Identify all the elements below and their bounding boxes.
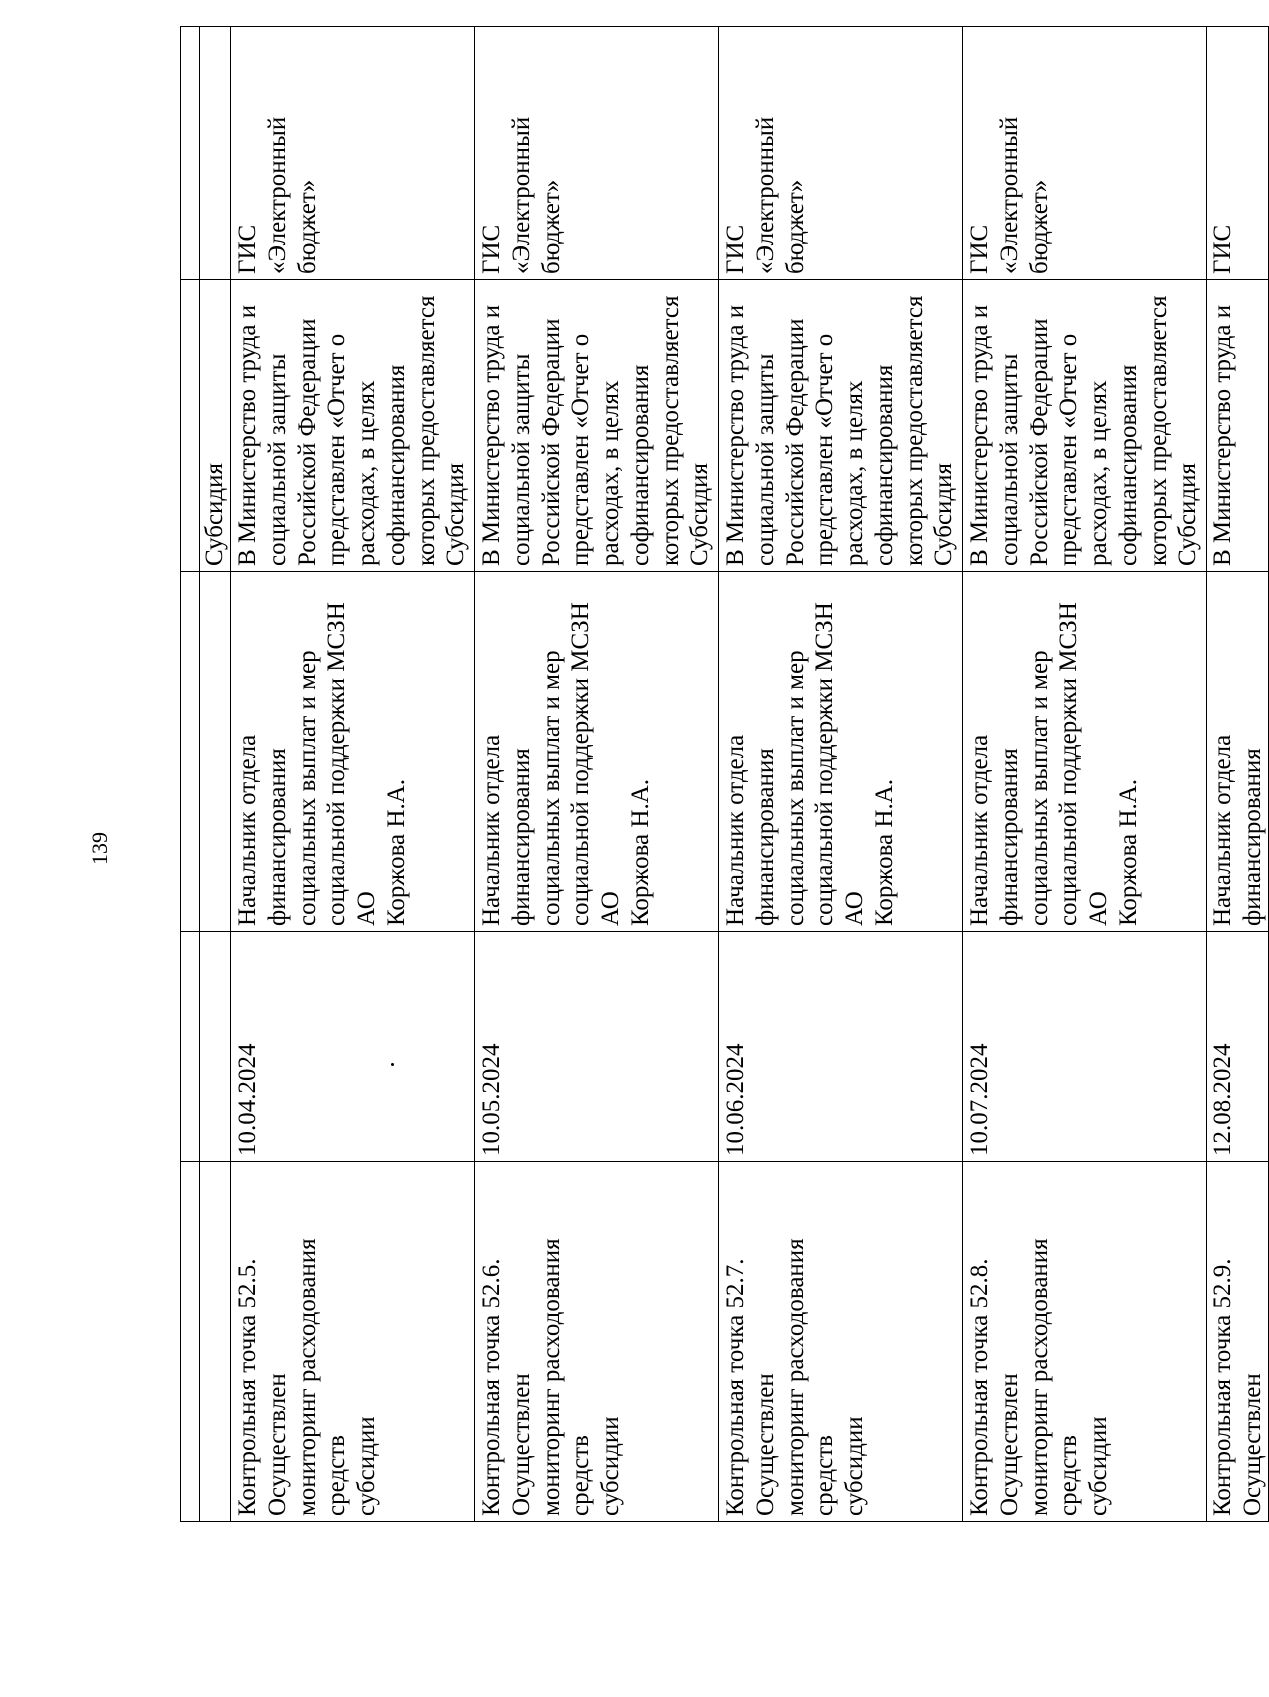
responsible-cell: [1207, 572, 1269, 932]
checkpoint-cell: [963, 1162, 1207, 1522]
date-text: 10.05.2024: [478, 1043, 505, 1156]
checkpoint-text: Контрольная точка 52.8. Осуществлен мониторинг расходования средств субсидии: [966, 1238, 1112, 1516]
scan-speck: [391, 1063, 394, 1066]
document-text: В Министерство труда и социальной защиты Российской Федерации представлен «Отчет о расходах, в целях софинансирования которых предоставляется Субсидия: [722, 295, 958, 566]
checkpoint-text: Контрольная точка 52.6. Осуществлен мониторинг расходования средств субсидии: [478, 1238, 624, 1516]
document-cell: [231, 280, 475, 572]
system-cell: [1207, 27, 1269, 280]
continued-cell-date: [200, 932, 231, 1162]
system-text: ГИС «Электронный бюджет»: [478, 116, 565, 274]
date-cell: [719, 932, 963, 1162]
responsible-text: Начальник отдела финансирования социальных выплат и мер социальной поддержки МСЗН АО Коржова Н.А.: [234, 602, 410, 926]
checkpoint-cell: [231, 1162, 475, 1522]
document-text: В Министерство труда и социальной защиты Российской Федерации представлен «Отчет о расходах, в целях софинансирования которых предоставляется Субсидия: [478, 295, 714, 566]
date-text: 10.07.2024: [966, 1043, 993, 1156]
document-text: В Министерство труда и социальной защиты Российской Федерации представлен «Отчет о расходах, в целях софинансирования которых предоставляется Субсидия: [234, 295, 470, 566]
system-text: ГИС «Электронный бюджет»: [966, 116, 1053, 274]
continued-cell-responsible: [200, 572, 231, 932]
system-cell: [719, 27, 963, 280]
checkpoint-text: Контрольная точка 52.7. Осуществлен мониторинг расходования средств субсидии: [722, 1238, 868, 1516]
header-cell-document: [181, 280, 200, 572]
system-cell: [231, 27, 475, 280]
system-text: ГИС «Электронный бюджет»: [722, 116, 809, 274]
system-text: ГИС «Электронный бюджет»: [234, 116, 321, 274]
header-cell-responsible: [181, 572, 200, 932]
continued-cell-document: [200, 280, 231, 572]
document-cell: [1207, 280, 1269, 572]
system-cell: [475, 27, 719, 280]
date-cell: [963, 932, 1207, 1162]
responsible-cell: [475, 572, 719, 932]
table-row: [231, 27, 475, 1522]
table-row: [719, 27, 963, 1522]
checkpoint-cell: [1207, 1162, 1269, 1522]
date-cell: [1207, 932, 1269, 1162]
document-text: В Министерство труда и: [1209, 304, 1236, 566]
responsible-cell: [963, 572, 1207, 932]
date-cell: [475, 932, 719, 1162]
system-cell: [963, 27, 1207, 280]
date-text: 10.04.2024: [234, 1043, 261, 1156]
table-header-row: [181, 27, 200, 1522]
document-cell: [475, 280, 719, 572]
continued-label: Субсидия: [201, 462, 228, 566]
checkpoint-cell: [475, 1162, 719, 1522]
header-cell-date: [181, 932, 200, 1162]
document-cell: [963, 280, 1207, 572]
document-text: В Министерство труда и социальной защиты Российской Федерации представлен «Отчет о расходах, в целях софинансирования которых предоставляется Субсидия: [966, 295, 1202, 566]
responsible-cell: [231, 572, 475, 932]
checkpoint-text: Контрольная точка 52.5. Осуществлен мониторинг расходования средств субсидии: [234, 1238, 380, 1516]
responsible-text: Начальник отдела финансирования социальных выплат и мер социальной поддержки МСЗН АО Коржова Н.А.: [722, 602, 898, 926]
responsible-text: Начальник отдела финансирования социальных выплат и мер социальной поддержки МСЗН АО Коржова Н.А.: [478, 602, 654, 926]
date-cell: [231, 932, 475, 1162]
system-text: ГИС: [1209, 224, 1236, 274]
table-row: [475, 27, 719, 1522]
checkpoint-text: Контрольная точка 52.9. Осуществлен: [1209, 1258, 1266, 1516]
responsible-cell: [719, 572, 963, 932]
checkpoint-table: [180, 26, 1269, 1522]
responsible-text: Начальник отдела финансирования: [1209, 734, 1266, 926]
page-number: 139: [87, 832, 112, 865]
header-cell-checkpoint: [181, 1162, 200, 1522]
date-text: 10.06.2024: [722, 1043, 749, 1156]
document-cell: [719, 280, 963, 572]
continued-cell-checkpoint: [200, 1162, 231, 1522]
table-row-cut: [1207, 27, 1269, 1522]
continued-cell-system: [200, 27, 231, 280]
checkpoint-cell: [719, 1162, 963, 1522]
date-text: 12.08.2024: [1209, 1043, 1236, 1156]
responsible-text: Начальник отдела финансирования социальных выплат и мер социальной поддержки МСЗН АО Коржова Н.А.: [966, 602, 1142, 926]
table-row: [963, 27, 1207, 1522]
table-continued-row: [200, 27, 231, 1522]
header-cell-system: [181, 27, 200, 280]
